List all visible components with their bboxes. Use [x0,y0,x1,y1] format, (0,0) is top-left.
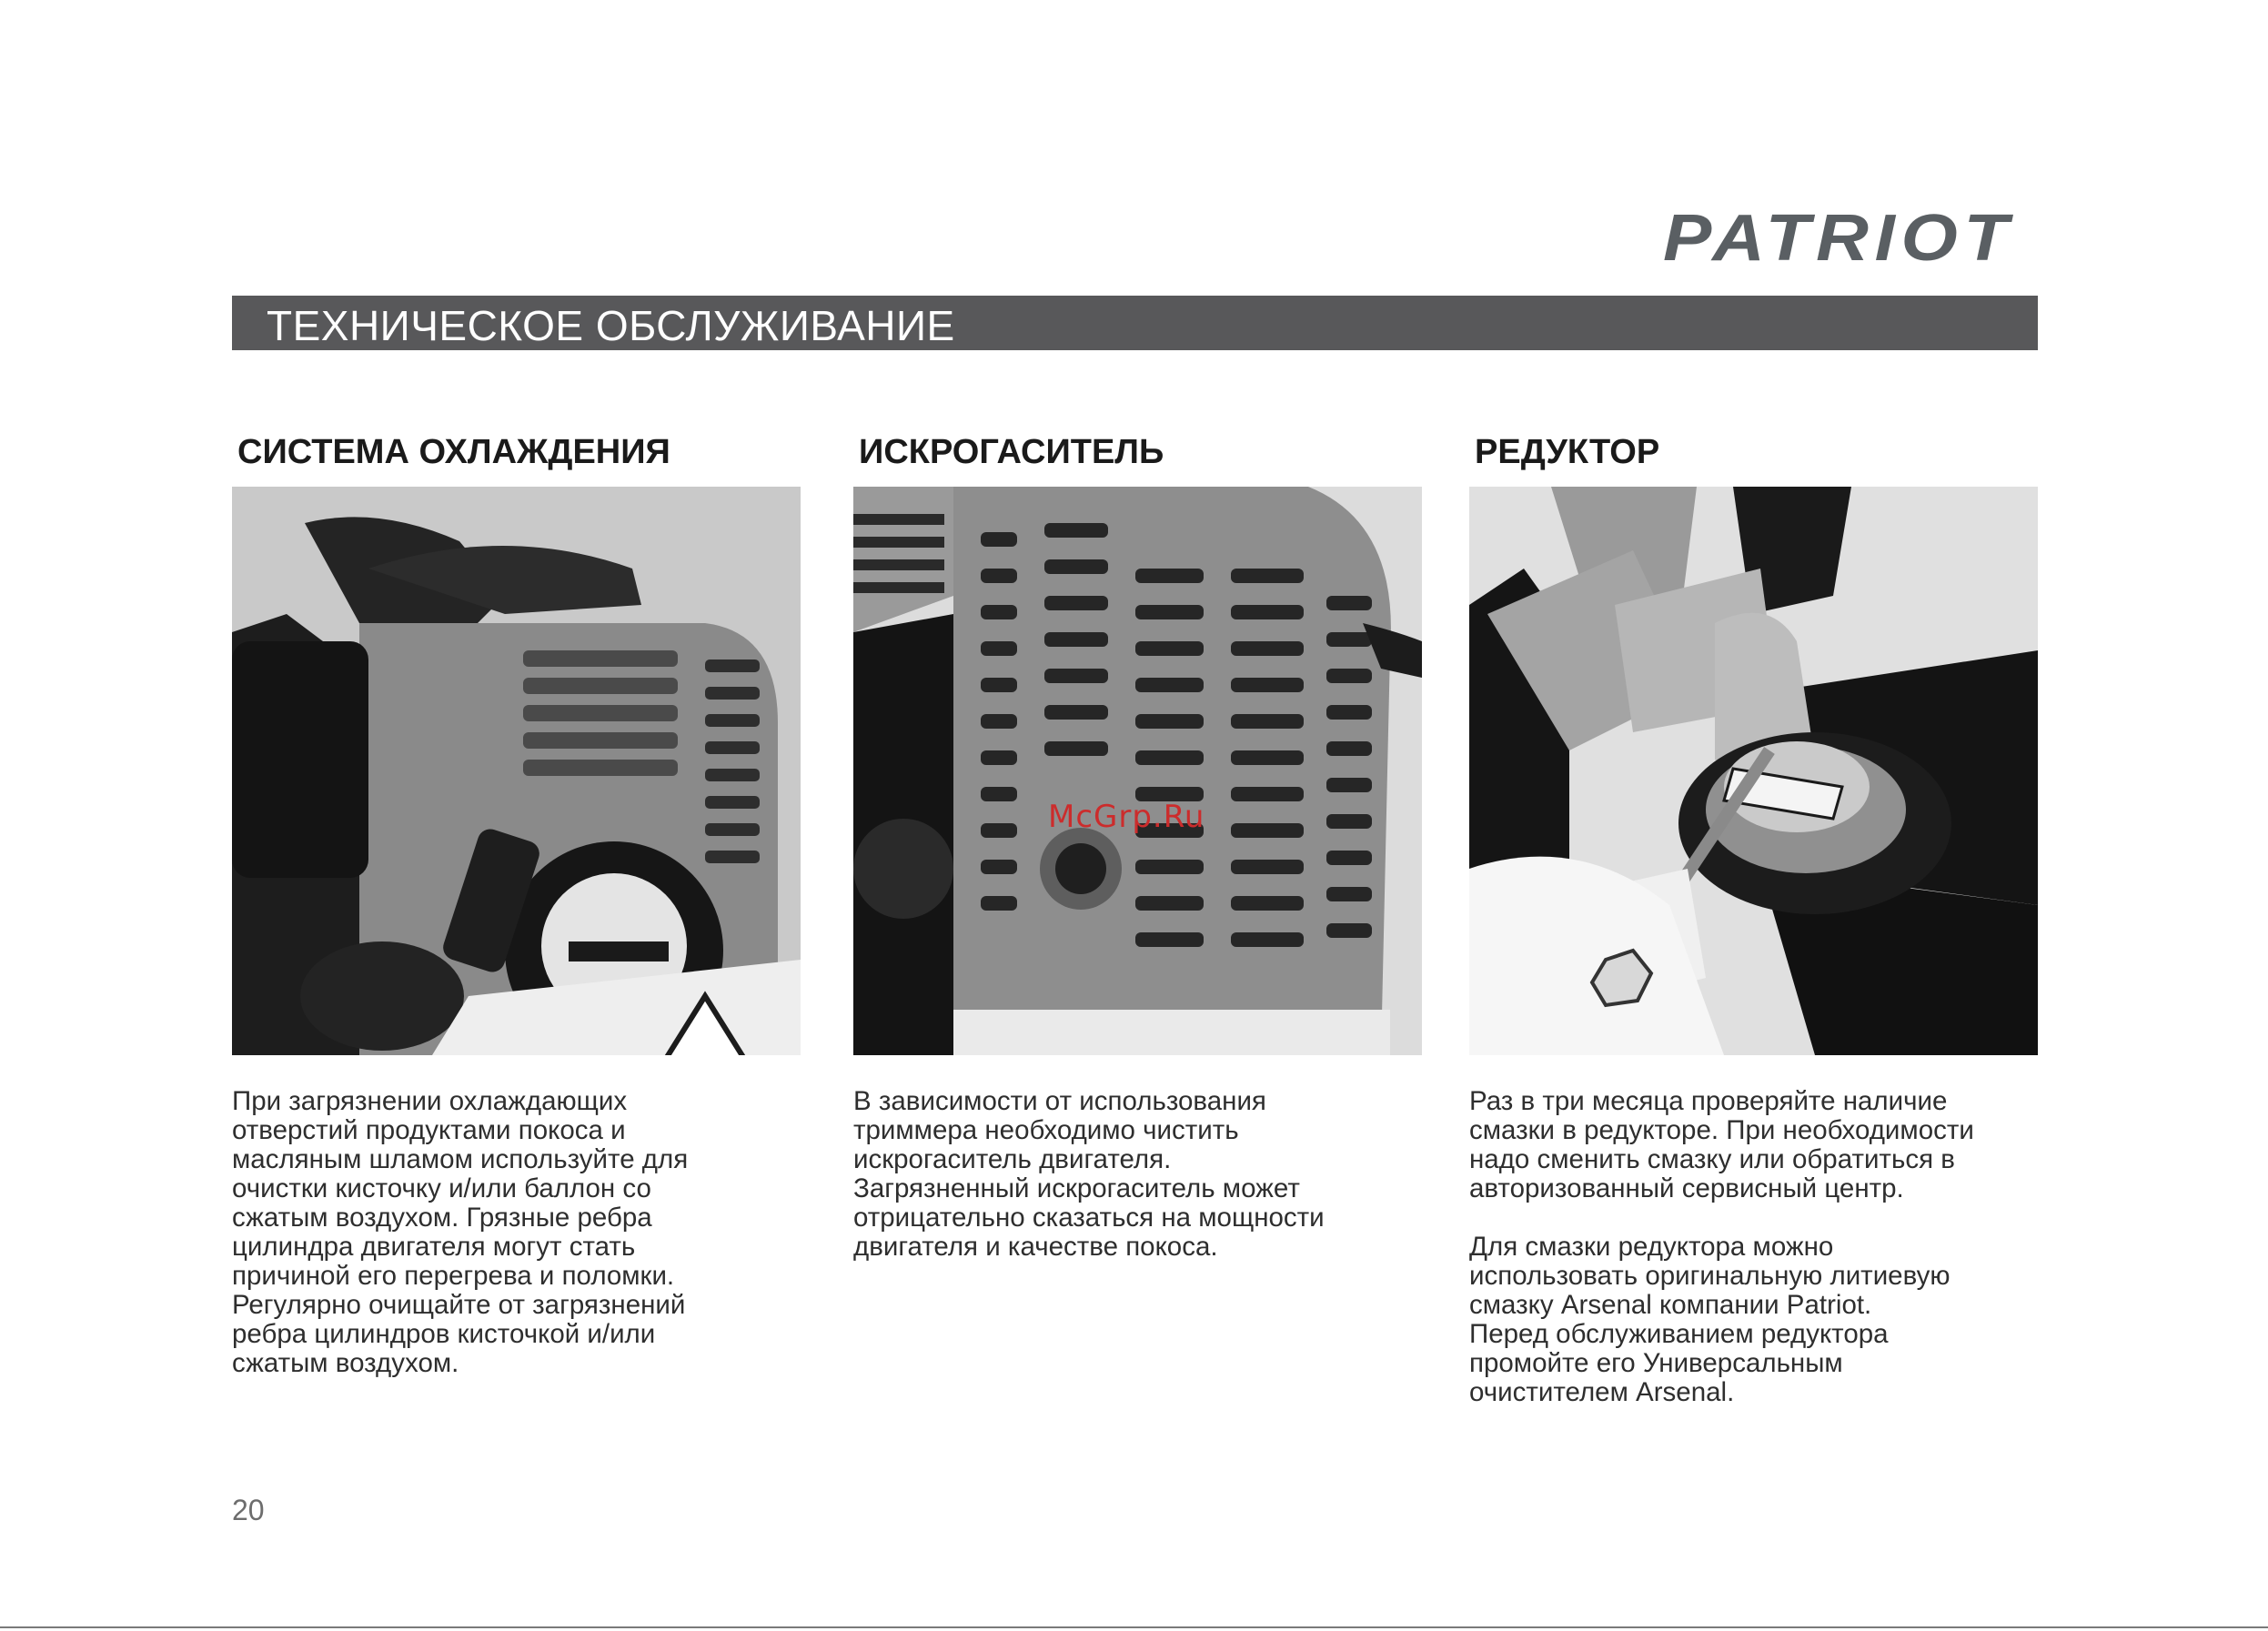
patriot-logo [1658,202,2021,273]
logo-text: PATRIOT [1663,202,2015,273]
section-heading: РЕДУКТОР [1475,433,1660,471]
section-text [232,1087,832,1378]
engine-cooling-illustration [232,487,801,1055]
gearbox-illustration [1469,487,2038,1055]
paragraph: Для смазки редуктора можно использовать оригинальную литиевую смазку Arsenal компании Patriot. Перед обслуживанием редуктора промойте его Универсальным очистителем Arsenal. [1469,1232,1950,1407]
paragraph: Раз в три месяца проверяйте наличие смазки в редукторе. При необходимости надо сменить смазку или обратиться в авторизованный сервисный центр. [1469,1086,1974,1203]
section-heading: ИСКРОГАСИТЕЛЬ [859,433,1164,471]
section-title-bar [232,296,2038,350]
page-title: ТЕХНИЧЕСКОЕ ОБСЛУЖИВАНИЕ [267,302,955,349]
section-text [1469,1087,2070,1407]
paragraph: При загрязнении охлаждающих отверстий продуктами покоса и масляным шламом используйте для очистки кисточку и/или баллон со сжатым воздухом. Грязные ребра цилиндра двигателя могут стать причиной его перегрева и поломки. Регулярно очищайте от загрязнений ребра цилиндров кисточкой и/или сжатым воздухом. [232,1086,689,1378]
gearbox-photo [1469,487,2038,1055]
patriot-logo-graphic [1658,202,2021,273]
watermark: McGrp.Ru [1048,799,1205,835]
section-text [853,1087,1454,1262]
section-heading: СИСТЕМА ОХЛАЖДЕНИЯ [237,433,670,471]
engine-cooling-photo [232,487,801,1055]
spark-arrester-illustration [853,487,1422,1055]
bottom-divider [0,1626,2268,1628]
page-number: 20 [232,1494,265,1526]
spark-arrester-photo [853,487,1422,1055]
paragraph: В зависимости от использования триммера необходимо чистить искрогаситель двигателя. Загрязненный искрогаситель может отрицательно сказаться на мощности двигателя и качестве покоса. [853,1086,1325,1262]
